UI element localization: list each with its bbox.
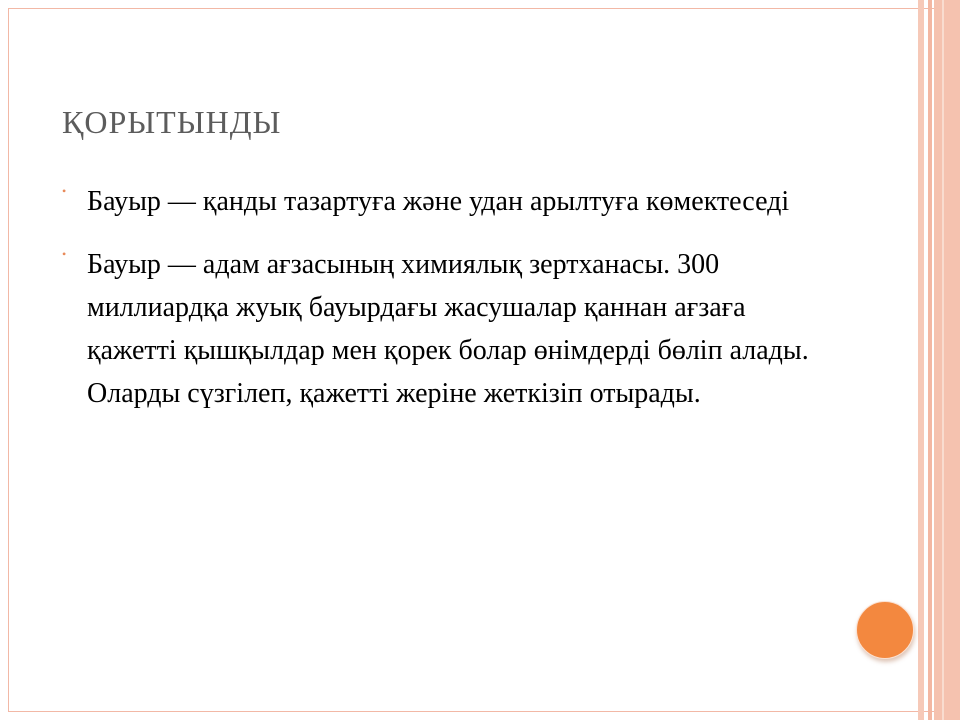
slide-title: ҚОРЫТЫНДЫ (62, 104, 282, 140)
bullet-icon: • (62, 184, 67, 198)
bullet-icon: • (62, 247, 67, 261)
decorative-circle-icon (856, 601, 914, 659)
bullet-text: Бауыр — қанды тазартуға және удан арылтуға көмектеседі (87, 186, 790, 217)
decorative-stripe (942, 0, 944, 720)
bullet-item (60, 243, 840, 415)
decorative-stripe (928, 0, 932, 720)
bullet-text: Бауыр — адам ағзасының химиялық зертханасы. 300 миллиардқа жуық бауырдағы жасушалар қаннан ағзаға қажетті қышқылдар мен қорек болар өнімдерді бөліп алады. Оларды сүзгілеп, қажетті жеріне жеткізіп отырады. (87, 249, 809, 409)
bullet-list (60, 180, 840, 435)
bullet-item (60, 180, 840, 223)
decorative-stripe (918, 0, 924, 720)
decorative-stripe (934, 0, 960, 720)
